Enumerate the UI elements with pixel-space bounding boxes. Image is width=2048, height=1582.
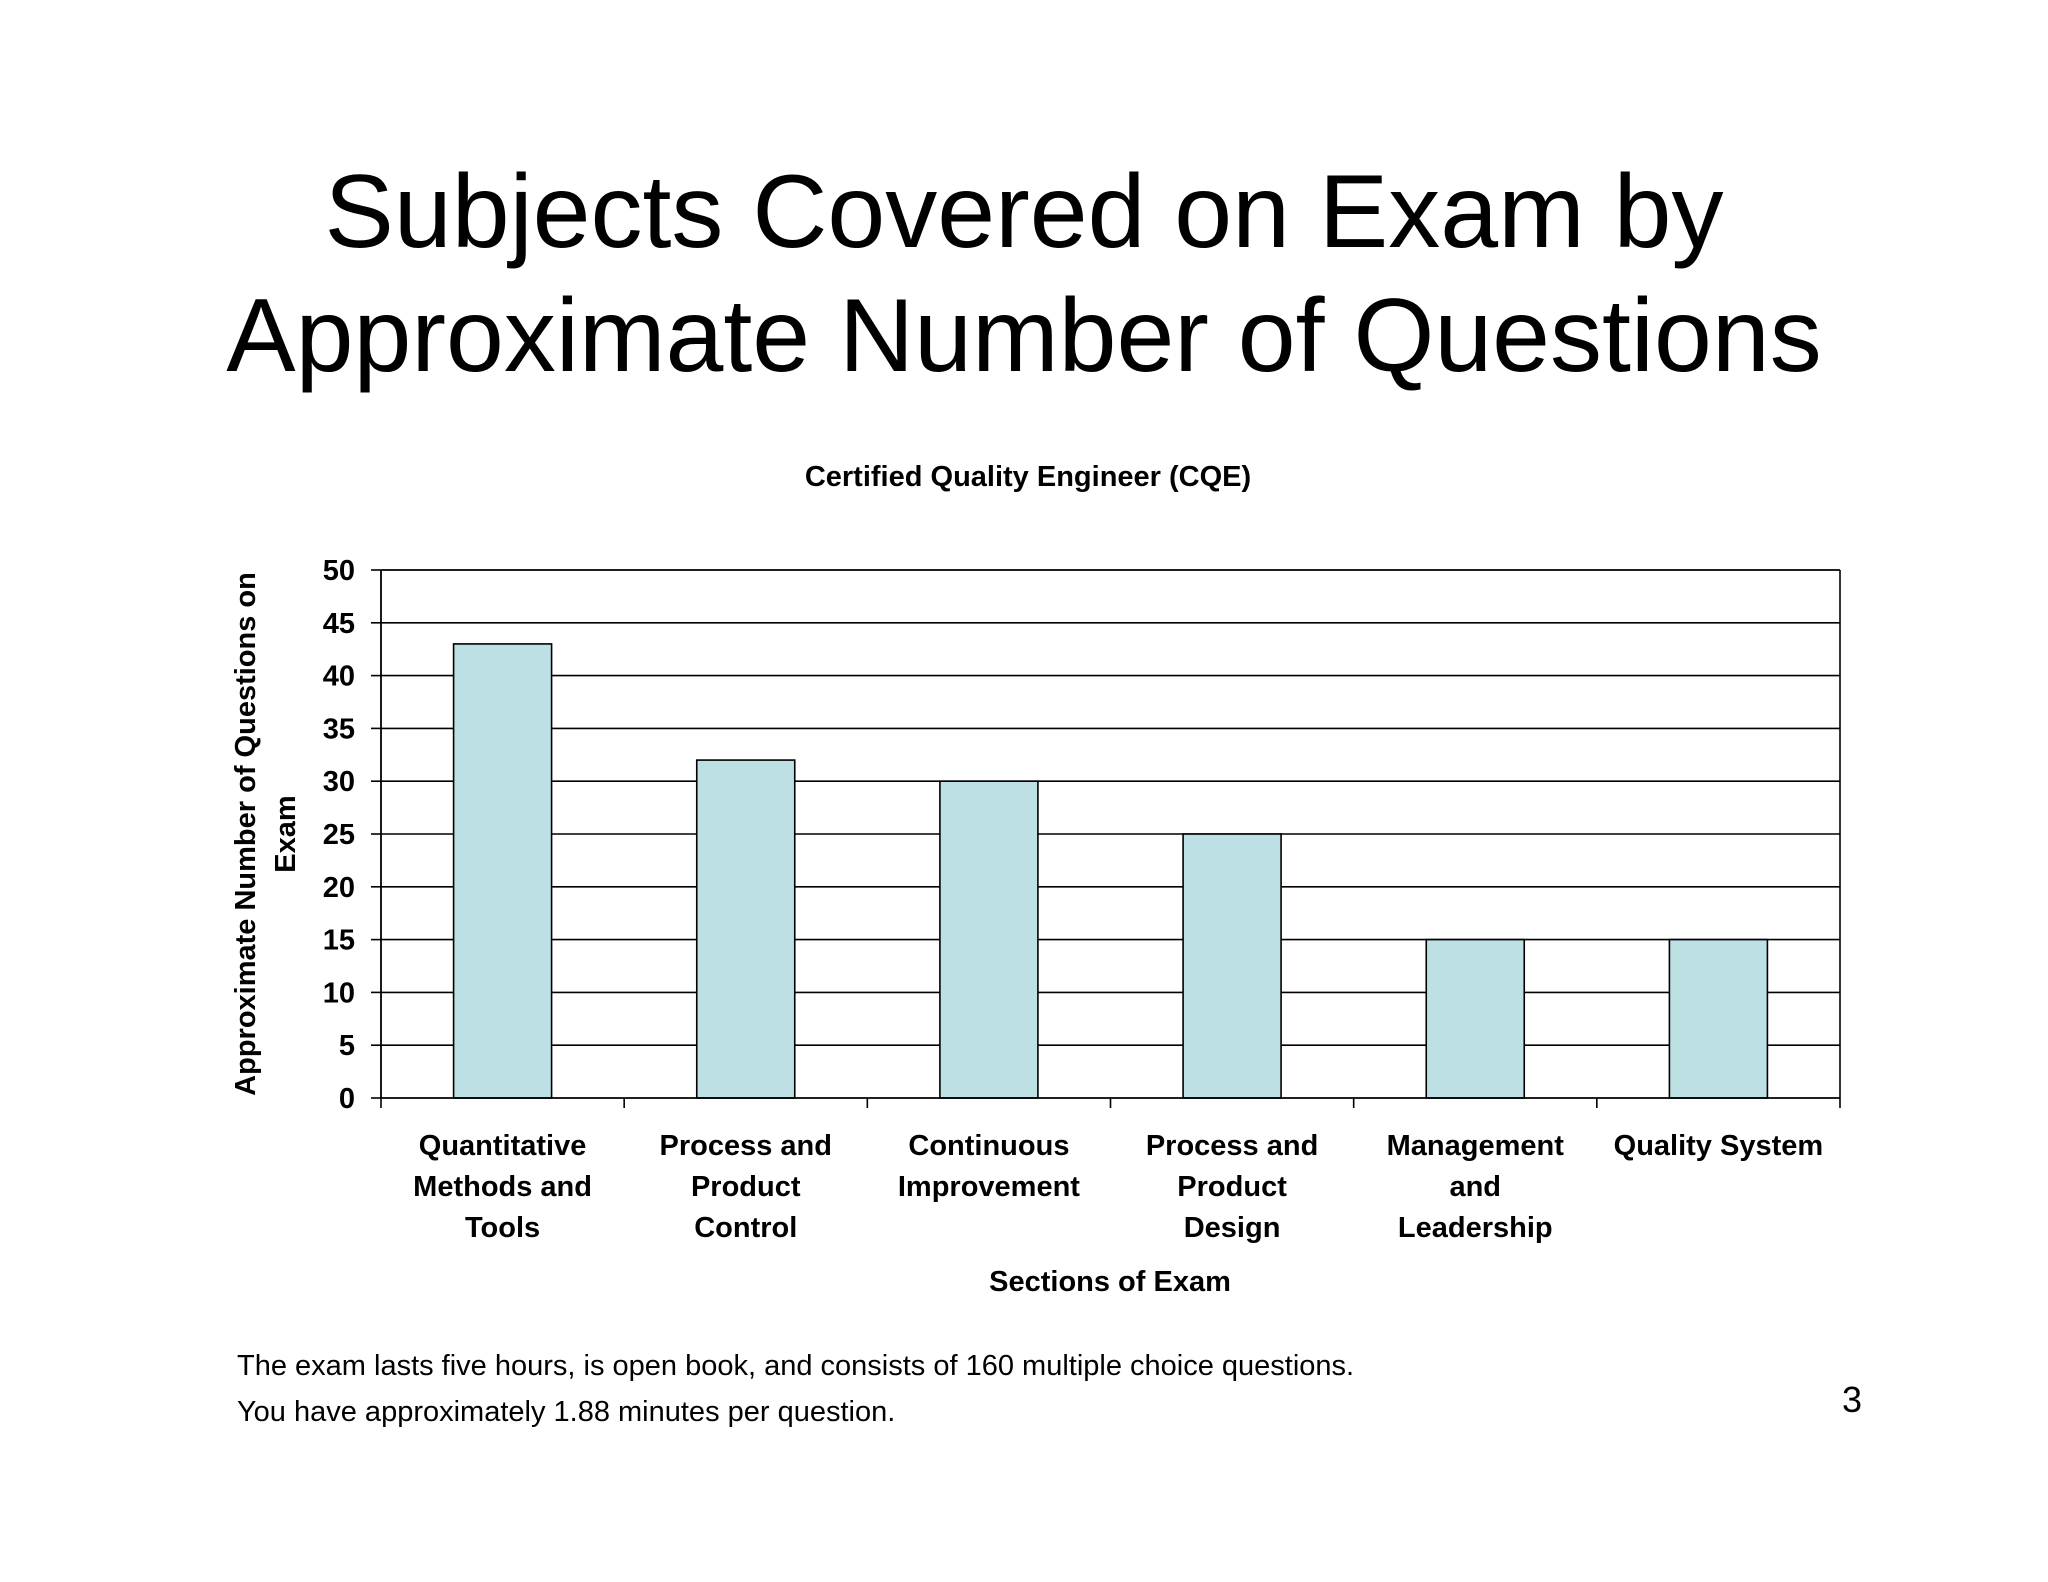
x-tick-label-6 [1614,1130,1824,1162]
x-tick-label-line: Tools [464,1212,541,1244]
y-axis-label-text [230,572,302,1096]
y-axis-label-line: Approximate Number of Questions on [230,572,262,1096]
bar-2 [697,760,795,1098]
x-tick-label-line: Methods and [413,1171,593,1203]
slide-title-line-2: Approximate Number of Questions [226,278,1822,394]
x-tick-label-5 [1387,1130,1565,1244]
gridlines [381,570,1840,1045]
x-tick-label-2 [660,1130,832,1244]
y-tick-label-20: 20 [322,871,355,904]
x-tick-label-line: Control [694,1212,798,1244]
y-tick-label-40: 40 [322,660,355,693]
x-tick-label-4 [1146,1130,1318,1244]
y-tick-label-50: 50 [322,555,355,587]
bars [454,644,1768,1098]
x-tick-label-line: Continuous [908,1130,1070,1162]
y-tick-labels [323,555,355,1115]
y-tick-label-25: 25 [322,819,355,851]
y-tick-label-15: 15 [322,924,355,957]
x-tick-label-line: Product [690,1171,801,1203]
x-tick-label-line: Management [1386,1130,1564,1162]
x-tick-label-line: Improvement [897,1171,1080,1203]
footnote-line-1: The exam lasts five hours, is open book, and consists of 160 multiple choice questions. [237,1350,1355,1382]
x-tick-label-3 [898,1130,1080,1203]
bar-5 [1426,940,1524,1098]
x-tick-label-line: Leadership [1397,1212,1553,1244]
slide-title-line-1: Subjects Covered on Exam by [324,154,1724,270]
x-tick-label-line: Product [1177,1171,1287,1203]
x-tick-label-line: Process and [659,1130,832,1162]
x-tick-label-line: and [1449,1171,1502,1203]
x-tick-label-1 [413,1130,592,1244]
y-axis-label [230,572,302,1096]
axes [371,570,1840,1108]
y-tick-label-30: 30 [322,766,355,799]
x-tick-label-line: Process and [1145,1130,1319,1162]
y-tick-label-35: 35 [322,713,355,746]
x-tick-labels [413,1130,1823,1244]
bar-1 [454,644,552,1098]
y-tick-label-0: 0 [338,1083,355,1115]
y-tick-label-45: 45 [322,607,355,640]
y-tick-label-5: 5 [338,1030,355,1063]
x-axis-label: Sections of Exam [989,1266,1231,1298]
chart-title: Certified Quality Engineer (CQE) [804,461,1252,493]
bar-3 [940,781,1038,1098]
x-tick-label-line: Design [1183,1212,1281,1244]
bar-6 [1669,940,1767,1098]
page-number: 3 [1841,1379,1862,1420]
x-tick-label-line: Quantitative [418,1130,587,1162]
y-tick-label-10: 10 [322,977,355,1010]
y-axis-label-line: Exam [270,795,302,873]
x-tick-label-line: Quality System [1613,1130,1824,1162]
footnote-line-2: You have approximately 1.88 minutes per question. [237,1396,896,1428]
bar-4 [1183,834,1281,1098]
